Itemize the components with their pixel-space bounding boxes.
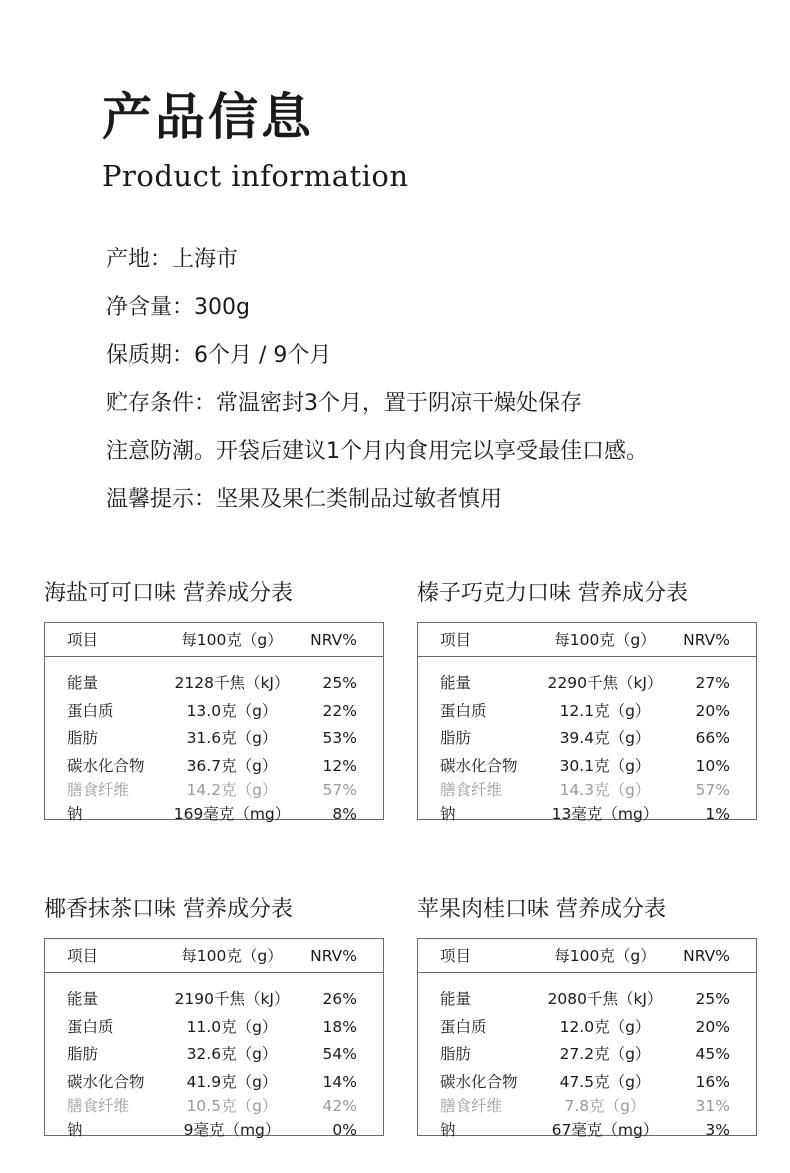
nutrient-name: 能量 [67,674,99,692]
nutrient-amount: 14.2克（g） [186,781,278,799]
info-storage: 贮存条件：常温密封3个月，置于阴凉干燥处保存 [106,391,582,416]
header-item: 项目 [67,631,99,649]
header-divider [418,972,756,973]
nutrient-nrv: 25% [695,990,730,1008]
nutrient-name: 钠 [67,1121,83,1139]
nutrient-name: 脂肪 [67,1045,99,1063]
header-per-100g: 每100克（g） [554,631,656,649]
header-divider [45,656,383,657]
nutrient-nrv: 1% [705,805,730,823]
nutrient-amount: 2290千焦（kJ） [547,674,663,692]
nutrient-amount: 14.3克（g） [559,781,651,799]
table-row [418,987,756,1011]
nutrition-table [417,622,757,823]
nutrient-nrv: 31% [695,1097,730,1115]
nutrient-amount: 12.1克（g） [559,702,651,720]
nutrient-nrv: 16% [695,1073,730,1091]
table-row [45,1042,383,1066]
nutrient-nrv: 22% [322,702,357,720]
table-row [45,778,383,802]
nutrient-amount: 47.5克（g） [559,1073,651,1091]
nutrient-name: 蛋白质 [67,1018,114,1036]
nutrient-amount: 2190千焦（kJ） [174,990,290,1008]
nutrient-nrv: 20% [695,1018,730,1036]
nutrient-nrv: 53% [322,729,357,747]
nutrient-nrv: 25% [322,674,357,692]
nutrient-amount: 2080千焦（kJ） [547,990,663,1008]
page-title: 产品信息 [102,88,314,146]
nutrient-name: 膳食纤维 [67,781,130,799]
table-row [45,754,383,778]
table-row [418,1070,756,1094]
nutrition-panel [417,578,757,823]
nutrition-table-title: 苹果肉桂口味 营养成分表 [417,897,666,922]
nutrient-name: 能量 [440,674,472,692]
nutrient-nrv: 14% [322,1073,357,1091]
header-item: 项目 [67,947,99,965]
header-per-100g: 每100克（g） [181,947,283,965]
nutrient-amount: 67毫克（mg） [551,1121,659,1139]
nutrient-nrv: 20% [695,702,730,720]
nutrition-table-title: 海盐可可口味 营养成分表 [44,581,293,606]
nutrient-amount: 32.6克（g） [186,1045,278,1063]
nutrient-nrv: 0% [332,1121,357,1139]
nutrient-name: 蛋白质 [440,702,487,720]
nutrient-amount: 13.0克（g） [186,702,278,720]
nutrient-amount: 41.9克（g） [186,1073,278,1091]
table-row [45,987,383,1011]
table-row [418,754,756,778]
table-row [45,1015,383,1039]
table-row [45,671,383,695]
nutrient-name: 钠 [440,1121,456,1139]
nutrient-amount: 13毫克（mg） [551,805,659,823]
nutrient-amount: 27.2克（g） [559,1045,651,1063]
table-row [418,671,756,695]
header-item: 项目 [440,631,472,649]
nutrient-amount: 169毫克（mg） [173,805,291,823]
nutrient-nrv: 12% [322,757,357,775]
nutrient-amount: 31.6克（g） [186,729,278,747]
header-divider [418,656,756,657]
nutrient-name: 脂肪 [67,729,99,747]
info-origin: 产地：上海市 [106,247,239,272]
nutrient-name: 膳食纤维 [440,1097,503,1115]
table-row [45,1094,383,1118]
nutrient-nrv: 57% [322,781,357,799]
table-row [418,1094,756,1118]
nutrient-name: 脂肪 [440,729,472,747]
table-header-row [418,944,756,968]
nutrition-table [44,938,384,1139]
table-row [418,1118,756,1142]
nutrient-nrv: 57% [695,781,730,799]
nutrient-name: 脂肪 [440,1045,472,1063]
header-nrv: NRV% [683,947,730,965]
nutrient-nrv: 54% [322,1045,357,1063]
nutrient-name: 碳水化合物 [67,1073,145,1091]
nutrition-table-title: 椰香抹茶口味 营养成分表 [44,897,293,922]
table-row [45,699,383,723]
header-per-100g: 每100克（g） [181,631,283,649]
table-row [418,1042,756,1066]
nutrition-table-title: 榛子巧克力口味 营养成分表 [417,581,688,606]
table-header-row [418,628,756,652]
table-row [45,1118,383,1142]
header-item: 项目 [440,947,472,965]
nutrient-nrv: 26% [322,990,357,1008]
nutrient-nrv: 10% [695,757,730,775]
table-row [45,1070,383,1094]
nutrient-amount: 9毫克（mg） [183,1121,281,1139]
nutrient-name: 膳食纤维 [67,1097,130,1115]
nutrient-name: 膳食纤维 [440,781,503,799]
table-row [418,778,756,802]
nutrient-nrv: 8% [332,805,357,823]
nutrition-panel [417,894,757,1139]
table-row [45,802,383,826]
nutrient-amount: 39.4克（g） [559,729,651,747]
nutrient-name: 蛋白质 [67,702,114,720]
nutrient-name: 碳水化合物 [67,757,145,775]
nutrition-table [417,938,757,1139]
nutrient-name: 碳水化合物 [440,757,518,775]
nutrient-nrv: 27% [695,674,730,692]
nutrition-table [44,622,384,823]
info-shelf-life: 保质期：6个月 / 9个月 [106,343,332,368]
nutrient-amount: 12.0克（g） [559,1018,651,1036]
header-nrv: NRV% [310,631,357,649]
table-header-row [45,628,383,652]
table-row [418,699,756,723]
table-row [418,802,756,826]
nutrient-nrv: 18% [322,1018,357,1036]
nutrient-nrv: 42% [322,1097,357,1115]
nutrient-nrv: 45% [695,1045,730,1063]
nutrient-nrv: 3% [705,1121,730,1139]
header-nrv: NRV% [310,947,357,965]
nutrient-amount: 7.8克（g） [564,1097,646,1115]
nutrient-amount: 10.5克（g） [186,1097,278,1115]
nutrient-name: 能量 [67,990,99,1008]
info-allergy-note: 温馨提示：坚果及果仁类制品过敏者慎用 [106,487,503,512]
nutrient-amount: 30.1克（g） [559,757,651,775]
header-per-100g: 每100克（g） [554,947,656,965]
nutrient-name: 钠 [67,805,83,823]
nutrition-panel [44,578,384,823]
table-row [418,726,756,750]
nutrition-panel [44,894,384,1139]
nutrient-name: 能量 [440,990,472,1008]
header-nrv: NRV% [683,631,730,649]
table-row [418,1015,756,1039]
header-divider [45,972,383,973]
product-info-list [106,236,648,524]
nutrient-name: 蛋白质 [440,1018,487,1036]
table-row [45,726,383,750]
page-subtitle: Product information [102,159,409,193]
nutrient-amount: 11.0克（g） [186,1018,278,1036]
nutrient-name: 钠 [440,805,456,823]
nutrient-nrv: 66% [695,729,730,747]
table-header-row [45,944,383,968]
info-moisture-note: 注意防潮。开袋后建议1个月内食用完以享受最佳口感。 [106,439,648,464]
info-net-weight: 净含量：300g [106,295,250,320]
nutrient-amount: 36.7克（g） [186,757,278,775]
nutrient-amount: 2128千焦（kJ） [174,674,290,692]
nutrient-name: 碳水化合物 [440,1073,518,1091]
